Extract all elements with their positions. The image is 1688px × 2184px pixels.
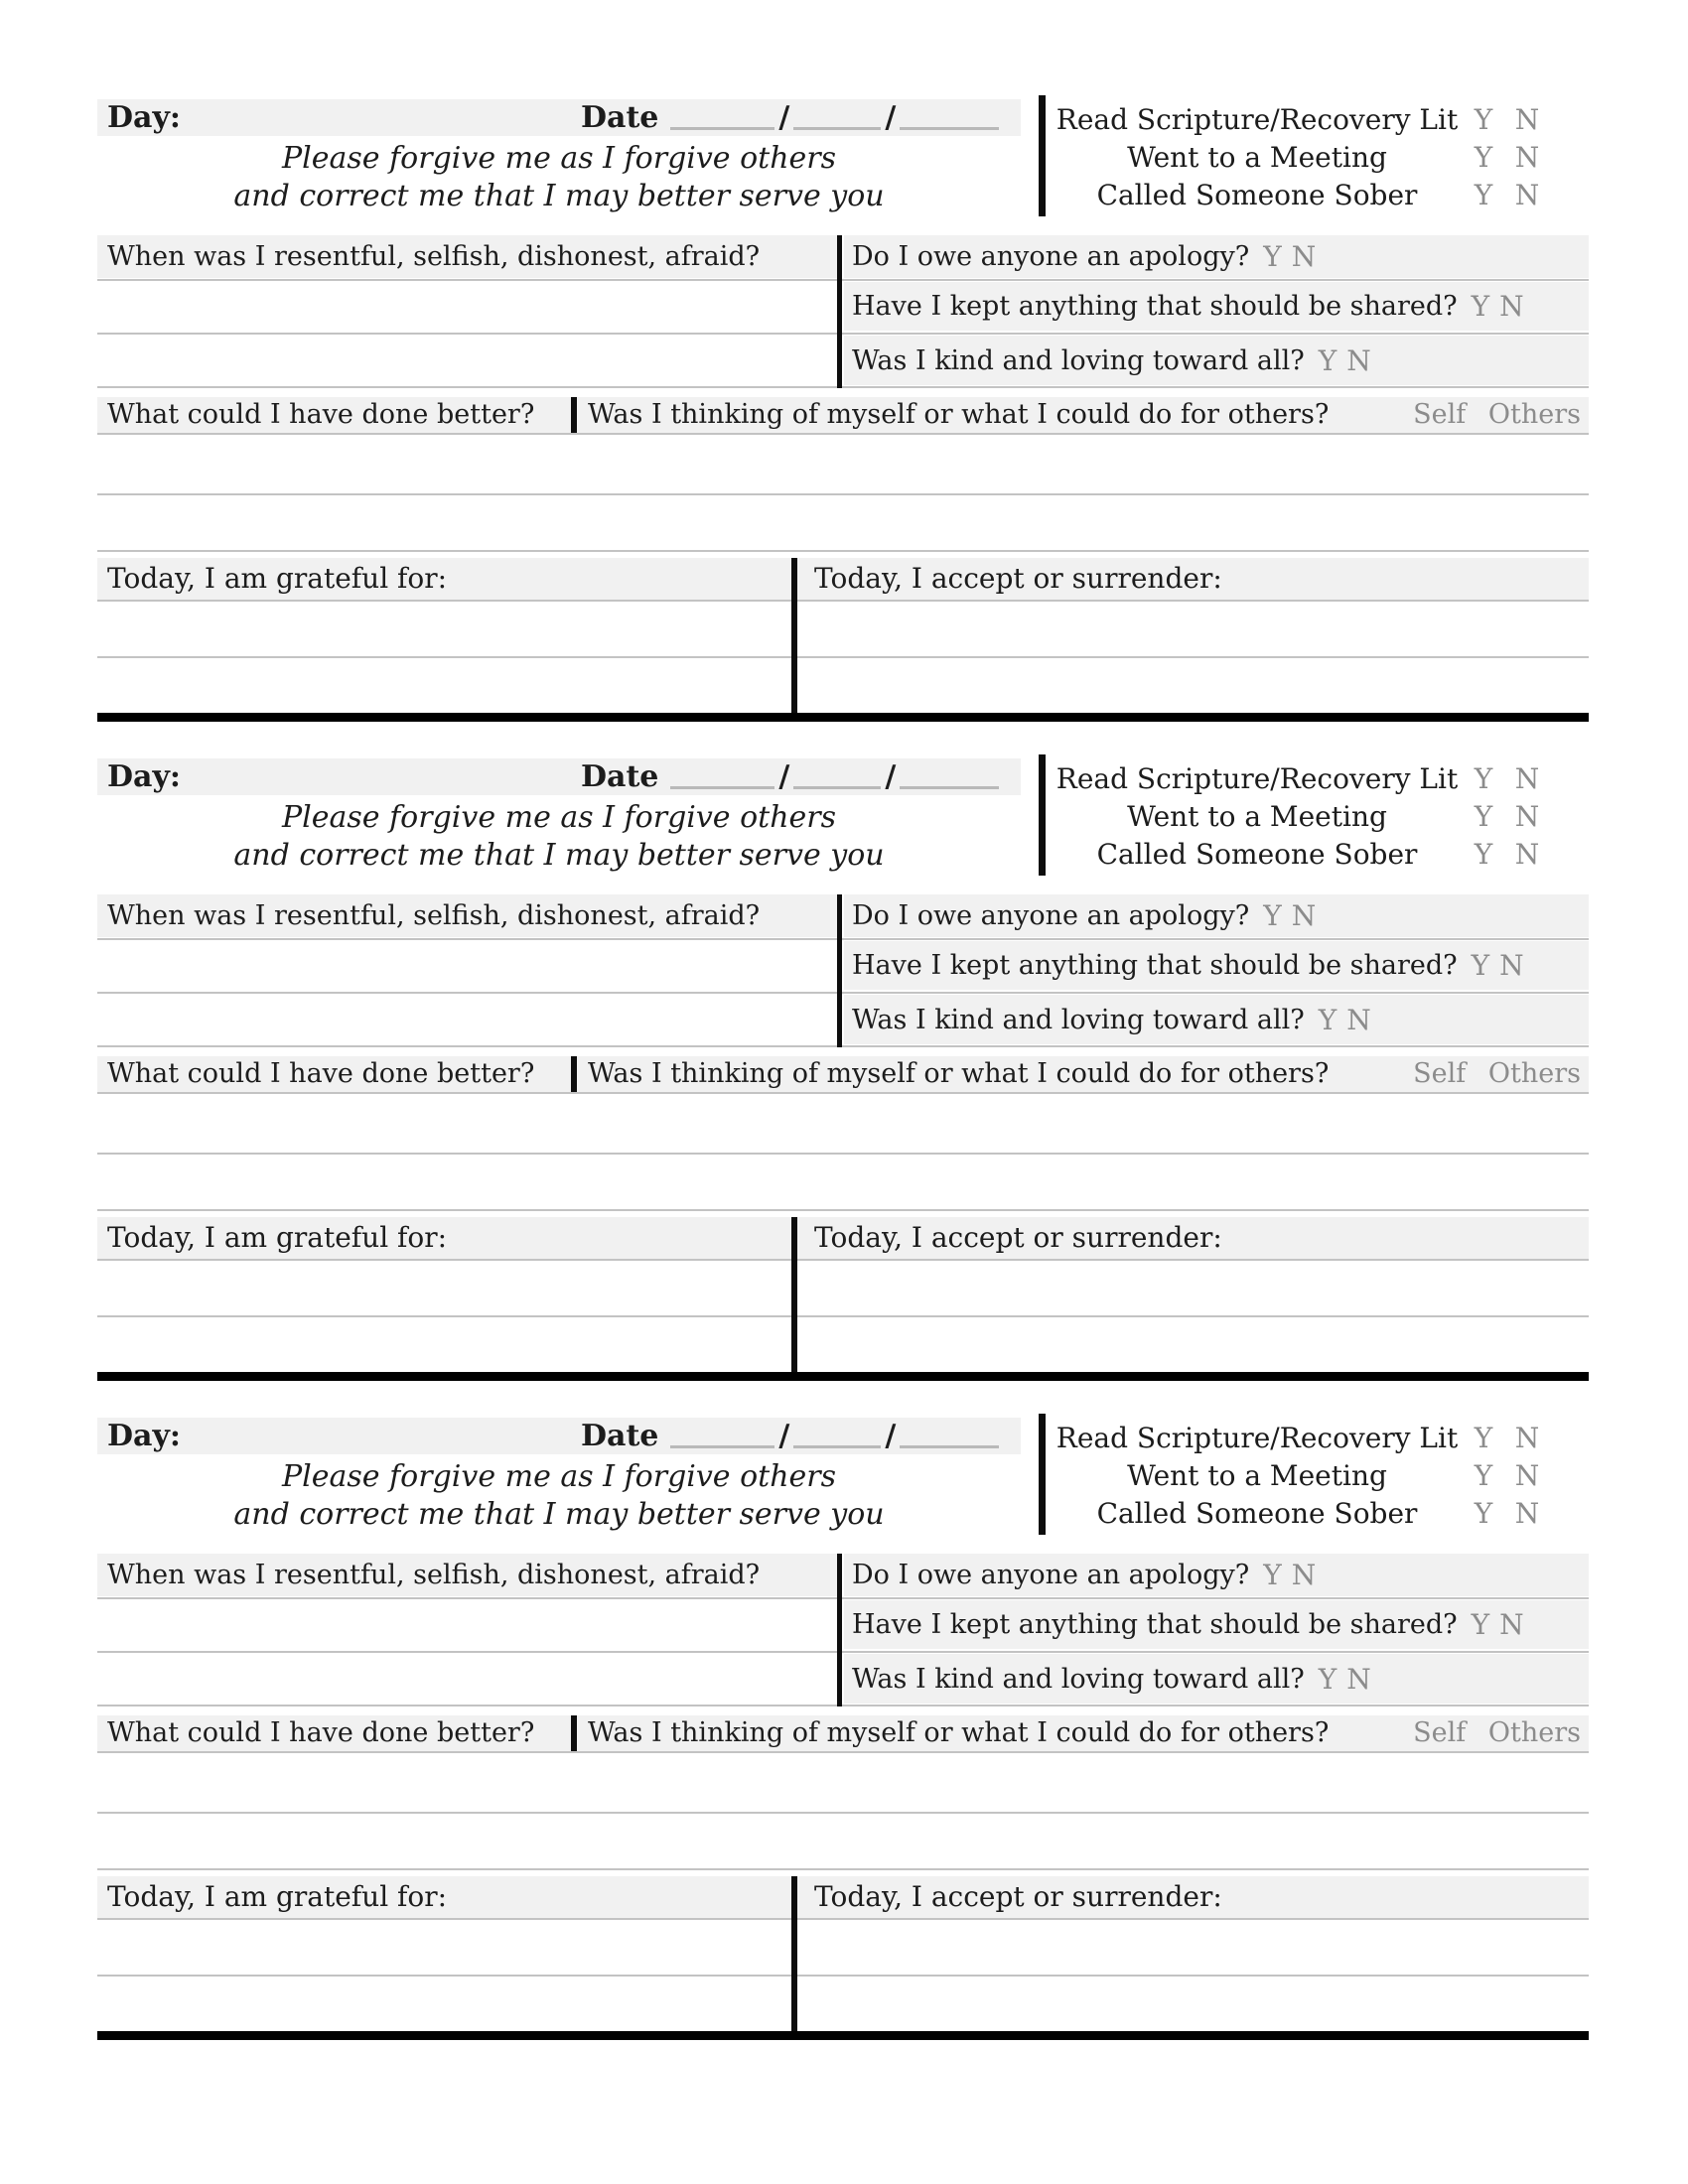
writing-line [97, 1153, 1589, 1155]
date-slash: / [885, 759, 897, 794]
prayer-text [97, 140, 1021, 215]
better-question-band [97, 1056, 1589, 1094]
checklist-label: Went to a Meeting [1127, 140, 1387, 174]
day-label: Day: [107, 100, 181, 135]
checklist-row [1053, 797, 1589, 835]
prayer-line-1: Please forgive me as I forgive others [281, 1459, 837, 1494]
checklist-label: Read Scripture/Recovery Lit [1055, 102, 1459, 136]
checklist-row [1053, 100, 1589, 138]
checklist-label: Read Scripture/Recovery Lit [1055, 761, 1459, 795]
date-day-blank [793, 1445, 881, 1448]
reflection-question-band [97, 894, 837, 937]
writing-line [97, 1597, 1589, 1599]
reflection-question: When was I resentful, selfish, dishonest, afraid? [107, 1560, 761, 1590]
question-text: Was I kind and loving toward all? [852, 1663, 1305, 1695]
prayer-line-1: Please forgive me as I forgive others [281, 141, 837, 176]
daily-entries [0, 99, 1688, 2077]
reflection-question: When was I resentful, selfish, dishonest, afraid? [107, 900, 761, 931]
better-divider-bar [571, 1715, 577, 1751]
question-row [844, 1600, 1589, 1649]
reflection-question-band [97, 235, 837, 278]
writing-line [97, 1315, 1589, 1317]
others-option: Others [1487, 1717, 1581, 1748]
inventory-questions [97, 894, 1589, 1047]
date-slash: / [778, 759, 790, 794]
better-question-band [97, 1715, 1589, 1753]
daily-checklist [1053, 759, 1589, 873]
questions-divider-bar [837, 235, 842, 388]
thinking-options [1399, 1056, 1581, 1092]
grateful-label: Today, I am grateful for: [107, 562, 448, 595]
yes-option: Y [1471, 1608, 1490, 1641]
grateful-label: Today, I am grateful for: [107, 1221, 448, 1254]
checklist-label: Went to a Meeting [1127, 799, 1387, 833]
questions-divider-bar [837, 1554, 842, 1706]
checklist-row [1053, 1419, 1589, 1456]
daily-checklist [1053, 100, 1589, 213]
writing-line [97, 1705, 1589, 1706]
date-slash: / [778, 1419, 790, 1453]
no-option: N [1346, 1003, 1371, 1036]
checklist-divider-bar [1039, 1414, 1046, 1535]
no-option: N [1514, 1496, 1540, 1530]
question-row [844, 282, 1589, 331]
day-label: Day: [107, 1419, 181, 1453]
yes-option: Y [1263, 899, 1282, 932]
writing-line [97, 1868, 1589, 1870]
question-text: Have I kept anything that should be shared? [852, 291, 1458, 322]
yes-option: Y [1474, 140, 1493, 174]
daily-entry [97, 758, 1589, 1418]
thinking-question: Was I thinking of myself or what I could do for others? [588, 1717, 1330, 1748]
section-divider [97, 2031, 1589, 2040]
writing-line [97, 1975, 1589, 1977]
yes-option: Y [1474, 1496, 1493, 1530]
yes-option: Y [1474, 178, 1493, 211]
better-question: What could I have done better? [107, 399, 535, 430]
day-date-band [97, 1418, 1021, 1454]
self-option: Self [1413, 1717, 1467, 1748]
thinking-options [1399, 1715, 1581, 1751]
others-option: Others [1487, 399, 1581, 430]
day-label: Day: [107, 759, 181, 794]
date-year-blank [900, 1445, 999, 1448]
writing-line [97, 386, 1589, 388]
no-option: N [1346, 343, 1371, 377]
no-option: N [1346, 1662, 1371, 1696]
inventory-questions [97, 235, 1589, 388]
yes-option: Y [1474, 102, 1493, 136]
daily-checklist [1053, 1419, 1589, 1532]
question-text: Do I owe anyone an apology? [852, 1560, 1250, 1590]
date-day-blank [793, 786, 881, 789]
checklist-label: Called Someone Sober [1096, 837, 1418, 871]
no-option: N [1514, 1458, 1540, 1492]
prayer-line-2: and correct me that I may better serve you [233, 1497, 885, 1532]
writing-line [97, 1651, 1589, 1653]
no-option: N [1514, 837, 1540, 871]
no-option: N [1514, 799, 1540, 833]
yes-option: Y [1474, 1458, 1493, 1492]
yes-option: Y [1474, 1421, 1493, 1454]
question-row [844, 1654, 1589, 1704]
question-text: Was I kind and loving toward all? [852, 1004, 1305, 1035]
date-label: Date [581, 100, 659, 135]
thinking-options [1399, 397, 1581, 433]
surrender-label: Today, I accept or surrender: [814, 1880, 1222, 1913]
yes-option: Y [1474, 799, 1493, 833]
no-option: N [1514, 178, 1540, 211]
no-option: N [1514, 1421, 1540, 1454]
writing-line [97, 1045, 1589, 1047]
writing-line [97, 493, 1589, 495]
questions-divider-bar [837, 894, 842, 1047]
prayer-text [97, 1458, 1021, 1534]
gratitude-box [97, 558, 1589, 722]
thinking-question: Was I thinking of myself or what I could do for others? [588, 399, 1330, 430]
gratitude-divider-bar [791, 558, 797, 722]
reflection-question: When was I resentful, selfish, dishonest, afraid? [107, 241, 761, 272]
no-option: N [1291, 1559, 1317, 1591]
writing-line [97, 550, 1589, 552]
others-option: Others [1487, 1058, 1581, 1089]
question-row [844, 995, 1589, 1044]
writing-line [97, 992, 1589, 994]
gratitude-box [97, 1217, 1589, 1381]
question-row [844, 235, 1589, 278]
thinking-question: Was I thinking of myself or what I could do for others? [588, 1058, 1330, 1089]
checklist-divider-bar [1039, 754, 1046, 876]
better-question: What could I have done better? [107, 1717, 535, 1748]
yes-option: Y [1471, 949, 1490, 982]
no-option: N [1499, 949, 1524, 982]
checklist-label: Called Someone Sober [1096, 178, 1418, 211]
yes-option: Y [1263, 240, 1282, 273]
no-option: N [1499, 1608, 1524, 1641]
writing-line [97, 938, 1589, 940]
yes-option: Y [1263, 1559, 1282, 1591]
prayer-line-1: Please forgive me as I forgive others [281, 800, 837, 835]
question-row [844, 336, 1589, 385]
section-divider [97, 713, 1589, 722]
writing-line [97, 333, 1589, 335]
date-day-blank [793, 127, 881, 130]
writing-line [97, 600, 1589, 602]
prayer-line-2: and correct me that I may better serve you [233, 179, 885, 213]
no-option: N [1291, 240, 1317, 273]
better-question: What could I have done better? [107, 1058, 535, 1089]
better-question-band [97, 397, 1589, 435]
question-row [844, 1554, 1589, 1596]
writing-line [97, 279, 1589, 281]
question-text: Have I kept anything that should be shared? [852, 1609, 1458, 1640]
checklist-divider-bar [1039, 95, 1046, 216]
prayer-line-2: and correct me that I may better serve you [233, 838, 885, 873]
gratitude-box [97, 1876, 1589, 2040]
checklist-label: Read Scripture/Recovery Lit [1055, 1421, 1459, 1454]
checklist-row [1053, 1494, 1589, 1532]
no-option: N [1514, 102, 1540, 136]
date-field [581, 1418, 999, 1454]
writing-line [97, 1812, 1589, 1814]
grateful-label: Today, I am grateful for: [107, 1880, 448, 1913]
question-text: Was I kind and loving toward all? [852, 344, 1305, 376]
better-divider-bar [571, 397, 577, 433]
question-text: Do I owe anyone an apology? [852, 241, 1250, 272]
question-text: Have I kept anything that should be shared? [852, 950, 1458, 981]
date-field [581, 99, 999, 136]
daily-entry [97, 99, 1589, 758]
date-month-blank [670, 1445, 774, 1448]
self-option: Self [1413, 399, 1467, 430]
checklist-row [1053, 759, 1589, 797]
checklist-row [1053, 835, 1589, 873]
question-row [844, 894, 1589, 937]
checklist-row [1053, 138, 1589, 176]
surrender-label: Today, I accept or surrender: [814, 562, 1222, 595]
date-year-blank [900, 127, 999, 130]
writing-line [97, 1259, 1589, 1261]
yes-option: Y [1318, 1662, 1337, 1696]
no-option: N [1514, 761, 1540, 795]
gratitude-divider-bar [791, 1217, 797, 1381]
date-field [581, 758, 999, 795]
checklist-row [1053, 176, 1589, 213]
yes-option: Y [1474, 837, 1493, 871]
section-divider [97, 1372, 1589, 1381]
no-option: N [1514, 140, 1540, 174]
no-option: N [1499, 290, 1524, 323]
date-slash: / [885, 1419, 897, 1453]
better-divider-bar [571, 1056, 577, 1092]
yes-option: Y [1474, 761, 1493, 795]
prayer-text [97, 799, 1021, 875]
writing-line [97, 1918, 1589, 1920]
no-option: N [1291, 899, 1317, 932]
date-month-blank [670, 127, 774, 130]
date-year-blank [900, 786, 999, 789]
self-option: Self [1413, 1058, 1467, 1089]
date-slash: / [778, 100, 790, 135]
yes-option: Y [1318, 1003, 1337, 1036]
question-text: Do I owe anyone an apology? [852, 900, 1250, 931]
date-slash: / [885, 100, 897, 135]
checklist-label: Went to a Meeting [1127, 1458, 1387, 1492]
question-row [844, 941, 1589, 990]
writing-line [97, 1209, 1589, 1211]
checklist-row [1053, 1456, 1589, 1494]
checklist-label: Called Someone Sober [1096, 1496, 1418, 1530]
inventory-questions [97, 1554, 1589, 1706]
yes-option: Y [1471, 290, 1490, 323]
surrender-label: Today, I accept or surrender: [814, 1221, 1222, 1254]
reflection-question-band [97, 1554, 837, 1596]
date-month-blank [670, 786, 774, 789]
date-label: Date [581, 759, 659, 794]
writing-line [97, 656, 1589, 658]
daily-entry [97, 1418, 1589, 2077]
day-date-band [97, 758, 1021, 795]
yes-option: Y [1318, 343, 1337, 377]
gratitude-divider-bar [791, 1876, 797, 2040]
date-label: Date [581, 1419, 659, 1453]
day-date-band [97, 99, 1021, 136]
